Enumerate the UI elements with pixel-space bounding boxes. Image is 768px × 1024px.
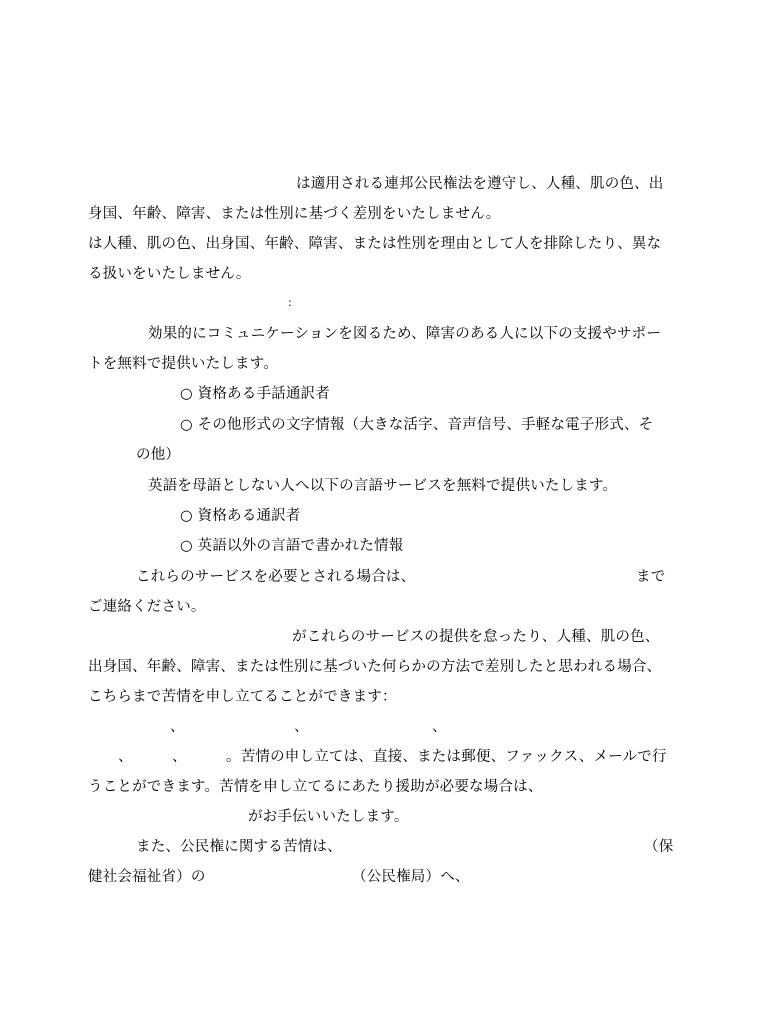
civil-rights-line-1-start: また、公民権に関する苦情は、: [136, 839, 342, 855]
grievance-separator-c: 、: [432, 719, 447, 735]
grievance-separator-e: 、: [172, 749, 187, 765]
grievance-line-2: 出身国、年齢、障害、または性別に基づいた何らかの方法で差別したと思われる場合、: [88, 659, 662, 675]
grievance-line-1: がこれらのサービスの提供を怠ったり、人種、肌の色、: [292, 629, 660, 645]
civil-rights-line-1-end: （保: [644, 839, 674, 855]
grievance-line-7: がお手伝いいたします。: [248, 809, 409, 825]
disability-item-written-info-cont: の他）: [136, 447, 181, 463]
grievance-line-6: うことができます。苦情を申し立てるにあたり援助が必要な場合は、: [88, 779, 543, 795]
nondiscrimination-line-2: 身国、年齢、障害、または性別に基づく差別をいたしません。: [88, 206, 501, 222]
grievance-line-3: こちらまで苦情を申し立てることができます：: [88, 689, 397, 705]
contact-line-1-end: まで: [636, 569, 666, 585]
colon-marker: :: [288, 296, 292, 309]
grievance-separator-b: 、: [294, 719, 309, 735]
language-services-intro: 英語を母語としない人へ以下の言語サービスを無料で提供いたします。: [148, 478, 618, 494]
language-item-interpreters: ○ 資格ある通訳者: [180, 508, 301, 524]
grievance-line-5: 。苦情の申し立ては、直接、または郵便、ファックス、メールで行: [226, 749, 667, 765]
disability-services-intro-2: トを無料で提供いたします。: [88, 356, 278, 372]
language-item-translated-info: ○ 英語以外の言語で書かれた情報: [180, 538, 404, 554]
disability-item-written-info: ○ その他形式の文字情報（大きな活字、音声信号、手軽な電子形式、そ: [180, 417, 654, 433]
grievance-separator-d: 、: [118, 749, 133, 765]
nondiscrimination-line-4: る扱いをいたしません。: [88, 266, 251, 282]
grievance-separator-a: 、: [170, 719, 185, 735]
civil-rights-line-2-end: （公民権局）へ、: [352, 869, 470, 885]
disability-item-sign-language: ○ 資格ある手話通訳者: [180, 386, 330, 402]
contact-line-1-start: これらのサービスを必要とされる場合は、: [136, 569, 416, 585]
nondiscrimination-line-1: は適用される連邦公民権法を遵守し、人種、肌の色、出: [296, 176, 664, 192]
nondiscrimination-line-3: は人種、肌の色、出身国、年齢、障害、または性別を理由として人を排除したり、異な: [88, 236, 662, 252]
contact-line-2: ご連絡ください。: [88, 599, 206, 615]
civil-rights-line-2-start: 健社会福祉省）の: [88, 869, 206, 885]
disability-services-intro-1: 効果的にコミュニケーションを図るため、障害のある人に以下の支援やサポー: [148, 326, 662, 342]
